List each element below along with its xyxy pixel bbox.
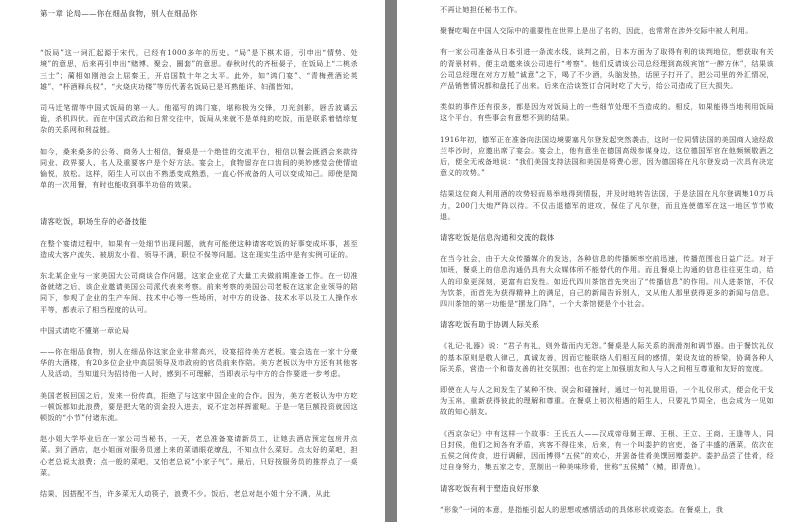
right-page-content xyxy=(440,4,774,515)
body-paragraph: 司马迁笔谓等中国式饭局的第一人。他福写的鸿门宴，堪称极为交锋，刀光剑影，唇舌波谲云诡，杀机四伏。而在中国式政治和日常交往中，饭局从来就不是单纯的吃饭，而是联系着错综复杂的关系网和利益链。 xyxy=(40,103,358,135)
body-paragraph: “饭局”这一词汇起源于宋代，已经有1000多年的历史。“局”是下棋术语，引申出“情势、处境”的意思，后来再引申出“赌博、聚会、圈套”的意思。春秋时代的齐桓晏子，在饭局上“二桃杀三士”；蔺相如刚池会上屈秦王，开启国数十年之太平。此外，如“鸿门宴”、“青梅煮酒论英雄”、“杯酒释兵权”、“火烧庆功楼”等历代著名饭局已是耳熟能详、妇孺皆知。 xyxy=(40,48,358,91)
section-heading: 请客吃饭，职场生存的必备技能 xyxy=(40,217,148,227)
section-heading: 请客吃饭有利于塑造良好形象 xyxy=(440,483,540,493)
section-heading: 请客吃饭是信息沟通和交流的载体 xyxy=(440,233,555,243)
body-paragraph: 聚餐吃喝在中国人交际中的重要性在世界上是出了名的，因此，也常常在涉外交际中被人利用。 xyxy=(440,26,753,36)
body-paragraph: “形象”一词的本意，是指能引起人的思想或感情活动的具体形状或姿态。在餐桌上，我 xyxy=(440,504,724,514)
section-heading: 请客吃饭有助于协调人际关系 xyxy=(440,320,540,330)
body-paragraph: 1916年初，德军正在准备向法国边境要塞凡尔登发起突然袭击，这时一位同情法国的美国商人途经敌兰毕沙时，应邀出席了宴会。宴会上，他有意坐在德国高级参谋身边，这位德国军官在他频频敬酒之后，便全无戒备地说：“我们美国支持法国和美国是将费心思，因为德国将在凡尔登发动一次具有决定意义的攻势。” xyxy=(440,134,774,178)
body-paragraph: 中国式请吃不懂第一章论局 xyxy=(40,325,130,335)
body-paragraph: 东北某企业与一家美国大公司商谈合作问题，这家企业花了大量工夫做前期准备工作。在一切准备就绪之后，该企业邀请美国公司派代表来考察。前来考察的美国公司老板在这家企业领导的陪同下，参观了企业的生产车间、技术中心等一些场所，对中方的设备、技术水平以及工人操作水平等，都表示了相当程度的认可。 xyxy=(40,271,358,314)
body-paragraph: 《西京杂记》中有这样一个故事：王氏五人——汉成帝母舅王谭、王根、王立、王商、王逢等人，同日封侯，他们之间各有矛盾，宾客不得往来，后来，有一个叫娄护的官吏，备了丰盛的酒菜，依次在五侯之间传食，进行调解，因而博得“五侯”的欢心，并罢备佳肴美馔回赠娄护。娄护品尝了佳肴，经过自身努力，集五家之专，烹制出一种美味珍肴，世称“五侯鲭”（鲭，即青鱼）。 xyxy=(440,428,774,472)
left-page-content xyxy=(40,8,358,499)
body-paragraph: 在整个宴请过程中，如果有一处细节出现问题，就有可能使这种请客吃饭的好事变成坏事，甚至造成大客户流失、被朋友小看、领导不满，职位不保等问题。这在现实生活中是有实例可证的。 xyxy=(40,238,358,259)
page-right xyxy=(397,0,798,522)
page-left xyxy=(0,0,385,522)
body-paragraph: 结果，因搭配不当，许多菜无人动筷子，浪费不少。饭后，老总对赵小姐十分不满，从此 xyxy=(40,489,331,499)
body-paragraph: ——你在细品食物，别人在细品你这家企业非常高兴，设宴招待美方老板。宴会选在一家十分豪华的大酒楼，有20多位企业中高层领导及市政府的官员前来作陪。美方老板以为中方还有其他客人及活动，当知道只为招待他一人时，感到不可理解，当即表示与中方的合作要进一步考虑。 xyxy=(40,347,358,379)
body-paragraph: 《礼记·礼器》说：“君子有礼，则外谐而内无怨。”餐桌是人际关系的润滑剂和调节器。由于餐饮礼仪的基本原则是敬人律己，真诚友善，因而它能联络人们相互间的感情，架设友谊的桥梁，协调各种人际关系，营造一个和谐友善的社交氛围；也在约定上加强朋友和人与人之间相互尊重和友好的宽度。 xyxy=(440,341,774,373)
body-paragraph: 美国老板回国之后，发来一份传真，拒绝了与这家中国企业的合作。因为，美方老板认为中方吃一顿饭都如此浪费，要是把大笔的资金投入进去，说不定怎样挥霍呢。于是一笔巨额投资就因这顿饭的“小节”付诸东流。 xyxy=(40,390,358,423)
chapter-title: 第一章 论局——你在细品食物，别人在细品你 xyxy=(40,9,198,18)
body-paragraph: 类似的事件还有很多，都是因为对饭局上的一些细节处理不当造成的。相反，如果能得当地利用饭局这个平台，有些事会有意想不到的结果。 xyxy=(440,102,774,123)
body-paragraph: 在当今社会，由于大众传播媒介的发达，各种信息的传播频率空前迅速，传播范围也日益广泛。对于加班，餐桌上的信息沟通仍具有大众媒体所不能替代的作用。而且餐桌上沟通的信息往往更生动，给人的印象更深刻，更富有启发性。如近代四川茶馆首先突出了“传播信息”的作用。川人进茶馆，不仅为饮茶，而首先为获得精神上的满足，自己的新闻告诉别人，又从他人那里获得更多的新闻与信息。四川茶馆的第一功能是“摆龙门阵”，一个大茶馆便是个小社会。 xyxy=(440,254,774,309)
body-paragraph: 不再让她担任秘书工作。 xyxy=(440,5,522,14)
body-paragraph: 赵小姐大学毕业后在一家公司当秘书，一天，老总准备宴请新员工，让她去酒店预定包房并点菜。到了酒店，赵小姐面对服务员递上来的菜谱眼花缭乱，不知点什么菜好。点太好的菜吧，担心老总说太浪费；点一般的菜吧，又怕老总说“小家子气”。最后，只好按服务员的推荐点了一桌菜。 xyxy=(40,434,358,477)
body-paragraph: 结果这位商人利用酒的攻势轻而易举地得到情报，并及时地转告法国，于是法国在凡尔登调集10万兵力，200门大炮严阵以待。不仅击退德军的进攻，保住了凡尔登，而且连使德军在这一地区节节败退。 xyxy=(440,189,774,221)
body-paragraph: 如今，桑来桑多的公务、商务人士相信，餐桌是一个绝佳的交流平台，相信以餐会既洒会来款待同业、政界要人、名人及重要客户是个好方法。宴会上，食物留存在口齿间的美妙感觉会使情谊愉悦，放松。这样，陌生人可以由不熟悉变成熟悉，一直心怀戒备的人可以变成知己。即使是简单的一次用餐，有时也能收到事半功倍的效果。 xyxy=(40,146,358,190)
body-paragraph: 有一家公司准备从日本引进一条流水线，谈判之前，日本方面为了取得有利的谈判地位，想获取有关的背景材料，便主动邀来该公司进行“考察”。他们反请该公司总经理到高级宾馆“一醉方休”，结果该公司总经理在对方万般“诚意”之下，喝了不少酒，头脑发热，话匣子打开了，把公司里的外汇情况，产品销售情况都和盘托了出来。后来在洽谈签订合同时吃了大亏，给公司造成了巨大损失。 xyxy=(440,47,774,91)
body-paragraph: 即使在人与人之间发生了某种不快、误会和碰撞时，通过一句礼貌用语，一个礼仪形式，便会化干戈为玉帛，重新获得彼此的理解和尊重。在餐桌上初次相遇的陌生人，只要礼节周全，也会成为一见如故的知心朋友。 xyxy=(440,385,774,417)
